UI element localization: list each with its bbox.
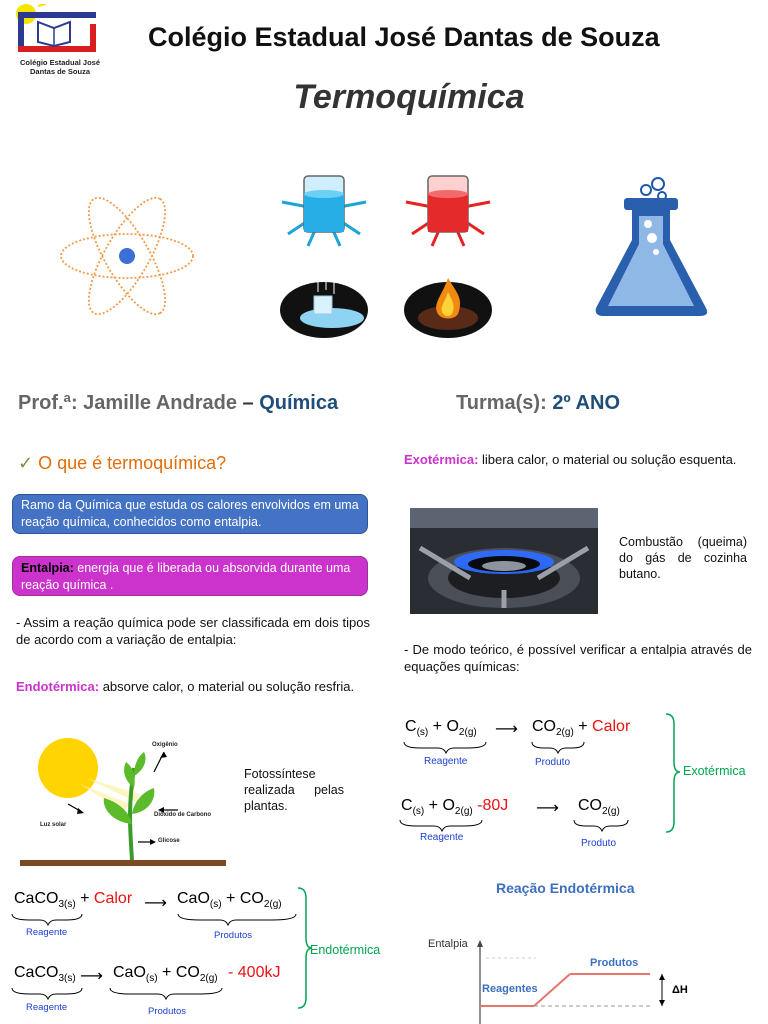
eq1-product2-sub: 2(g) [263, 899, 282, 911]
exo-equation-2 [401, 797, 508, 817]
exo-brace-1 [402, 740, 592, 754]
endothermic-term: Endotérmica: [16, 679, 100, 694]
endo-equation-2-products [113, 964, 218, 984]
exo-curly-brace [664, 712, 680, 836]
endothermic-text: absorve calor, o material ou solução resfria. [99, 679, 355, 694]
teacher-line [18, 392, 338, 415]
eq2-product2: CO [175, 964, 200, 981]
exo2-product-label: Produto [581, 838, 617, 849]
exo1-product-label: Produto [535, 757, 571, 768]
class-year: 2º ANO [552, 392, 620, 414]
exothermic-beaker-icon [402, 172, 494, 253]
subject-title: Termoquímica [293, 78, 525, 116]
eq1-reactant-sub: 3(s) [58, 899, 76, 911]
endo-arrow-2: ⟶ [80, 968, 103, 985]
exo-arrow-2: ⟶ [536, 800, 559, 817]
exothermic-label: Exotérmica [683, 764, 746, 778]
co2-label: Dióxido de Carbono [154, 812, 211, 818]
teacher-name: Prof.ª: Jamille Andrade [18, 392, 237, 414]
enthalpy-term: Entalpia: [21, 561, 74, 575]
eq1-product1: CaO [177, 890, 210, 907]
logo-caption-line1: Colégio Estadual José [19, 58, 101, 67]
photosynthesis-caption: Fotossíntese realizada pelas plantas. [244, 767, 344, 813]
endo-equation-2 [14, 964, 76, 984]
photosynthesis-illustration [20, 728, 226, 866]
enthalpy-graph [424, 930, 724, 1024]
exo1-c-sub: (s) [416, 727, 429, 739]
exo2-product: CO [578, 797, 602, 814]
exothermic-text: libera calor, o material ou solução esquenta. [478, 452, 737, 467]
exo-brace-2 [398, 818, 638, 832]
teacher-subject: Química [259, 392, 339, 414]
question-text: O que é termoquímica? [33, 453, 227, 473]
exothermic-paragraph [404, 451, 752, 468]
gas-burner-photo [410, 508, 598, 614]
graph-title: Reação Endotérmica [496, 880, 635, 896]
exo2-c-sub: (s) [412, 806, 425, 818]
exo1-plus: + [428, 718, 447, 735]
endo-equation-1 [14, 890, 132, 910]
flask-icon [588, 176, 716, 323]
exo2-product-sub: 2(g) [602, 806, 620, 818]
oxygen-label: Oxigênio [152, 742, 178, 748]
endo-arrow-1: ⟶ [144, 895, 167, 912]
exo-equation-1 [405, 718, 477, 738]
exo1-o-sub: 2(g) [458, 727, 477, 739]
exo1-c: C [405, 718, 417, 735]
exo2-reactant-label: Reagente [420, 832, 464, 843]
exo2-o: O [442, 797, 455, 814]
exo2-energy: -80J [477, 797, 509, 814]
class-prefix: Turma(s): [456, 392, 553, 414]
eq1-product1-sub: (s) [209, 899, 222, 911]
logo-caption-line2: Dantas de Souza [29, 67, 90, 76]
exo2-c: C [401, 797, 413, 814]
eq2-product1: CaO [113, 964, 146, 981]
school-name: Colégio Estadual José Dantas de Souza [148, 22, 660, 52]
eq2-plus: + [157, 964, 176, 981]
melting-ice-icon [278, 272, 370, 345]
exo-equation-1-products [532, 718, 630, 738]
check-icon: ✓ [18, 453, 34, 473]
endothermic-paragraph [16, 678, 370, 695]
graph-reactants-label: Reagentes [482, 983, 538, 995]
exo-equation-2-products [578, 797, 620, 817]
graph-delta-label: ΔH [672, 984, 688, 996]
eq2-product2-sub: 2(g) [199, 973, 218, 985]
enthalpy-text: energia que é liberada ou absorvida durante uma reação química . [21, 561, 351, 592]
eq1-heat: Calor [93, 890, 133, 907]
atom-illustration [56, 190, 198, 327]
question-heading [18, 453, 226, 474]
theory-paragraph: - De modo teórico, é possível verificar a entalpia através de equações químicas: [404, 642, 752, 674]
exo2-o-sub: 2(g) [454, 806, 473, 818]
exo1-heat: Calor [592, 718, 631, 735]
enthalpy-box [12, 556, 368, 596]
eq2-product-label: Produtos [148, 1006, 187, 1017]
exo1-reactant-label: Reagente [424, 756, 468, 767]
eq2-reactant-sub: 3(s) [58, 973, 76, 985]
eq2-product1-sub: (s) [145, 973, 158, 985]
graph-y-label: Entalpia [428, 938, 468, 950]
eq1-plus: + [75, 890, 94, 907]
logo-caption [6, 58, 114, 76]
classification-paragraph: - Assim a reação química pode ser classificada em dois tipos de acordo com a variação de entalpia: [16, 615, 370, 647]
endothermic-label: Endotérmica [310, 943, 381, 957]
exo1-o: O [446, 718, 459, 735]
eq1-reactant: CaCO [14, 890, 59, 907]
exo1-plus2: + [573, 718, 593, 735]
exo1-product-sub: 2(g) [556, 727, 574, 739]
class-line [456, 392, 620, 415]
graph-products-label: Produtos [590, 957, 639, 969]
endo-brace-2 [10, 986, 230, 1000]
eq2-reactant: CaCO [14, 964, 59, 981]
eq2-energy: - 400kJ [228, 964, 281, 981]
exo-arrow-1: ⟶ [495, 721, 518, 738]
endo-equation-1-products [177, 890, 282, 910]
exothermic-term: Exotérmica: [404, 452, 479, 467]
exo1-product: CO [532, 718, 556, 735]
eq1-reactant-label: Reagente [26, 927, 68, 938]
combustion-caption: Combustão (queima) do gás de cozinha butano. [619, 535, 747, 581]
endothermic-beaker-icon [278, 172, 370, 253]
eq1-plus2: + [221, 890, 240, 907]
eq1-product2: CO [239, 890, 264, 907]
endo-brace-1 [10, 912, 298, 926]
teacher-dash: – [236, 392, 260, 414]
eq1-product-label: Produtos [214, 930, 253, 941]
fire-icon [402, 272, 494, 345]
sunlight-label: Luz solar [40, 822, 67, 828]
exo2-plus: + [424, 797, 443, 814]
eq2-reactant-label: Reagente [26, 1002, 68, 1013]
definition-box: Ramo da Química que estuda os calores envolvidos em uma reação química, conhecidos como entalpia. [12, 494, 368, 534]
glucose-label: Glicose [158, 838, 180, 844]
